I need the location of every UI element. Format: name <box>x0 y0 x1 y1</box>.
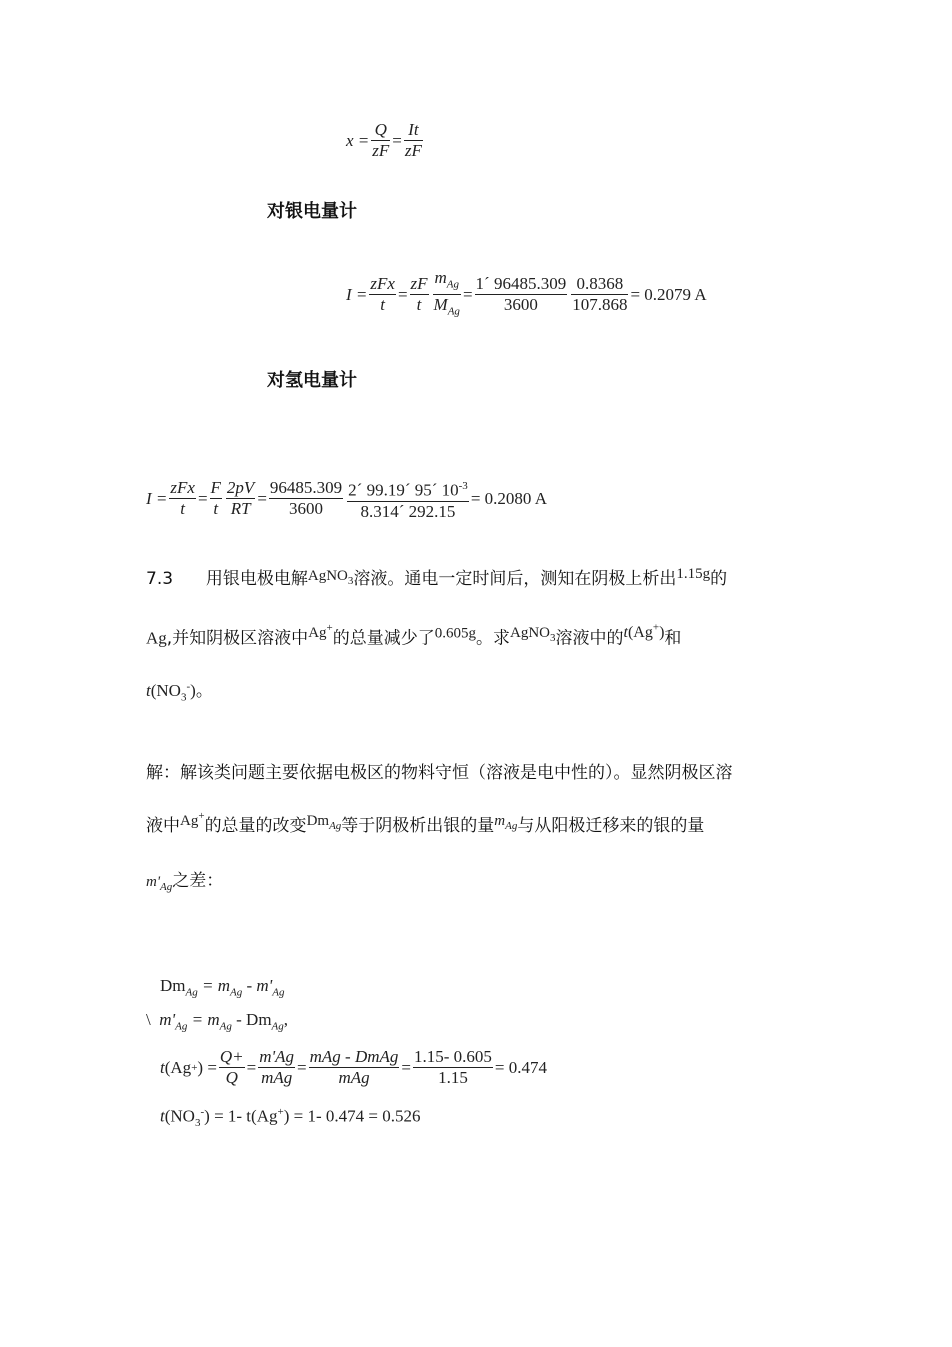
fraction: $\frac{2´ 99.19´ 95´ 10^{-3}}{8.314´ 292.15}$ <box>347 476 469 522</box>
fraction: $\frac{\text{mAg - DmAg}}{\text{mAg}}$ <box>309 1047 399 1087</box>
problem-line-1: 7.3 用银电极电解AgNO$_3$溶液。通电一定时间后，测知在阴极上析出1.15g的 <box>146 566 728 589</box>
solution-line-3: $m'_{Ag}$之差： <box>146 871 224 893</box>
eq-x-lhs: x = <box>346 130 370 150</box>
equation-x: x = $\frac{Q}{zF}$ = $\frac{It}{zF}$ <box>346 120 422 160</box>
fraction: $\frac{2pV}{RT}$ <box>226 478 255 519</box>
fraction: $\frac{Q}{zF}$ <box>372 120 390 160</box>
final-eq-2: \ $m'_{Ag} = m_{Ag} - Dm_{Ag}$, <box>146 1010 289 1033</box>
final-eq-1: $Dm_{Ag} = m_{Ag} - m'_{Ag}$ <box>160 976 285 999</box>
solution-line-2: 液中Ag+的总量的改变$Dm_{Ag}$等于阴极析出银的量$m_{Ag}$与从阳极迁移来的银的量 <box>146 810 705 836</box>
equation-silver: I = $\frac{\text{zFx}}{t}$ = $\frac{zF}{t}$ $\frac{m_{Ag}}{M_{Ag}}$ = $\frac{1´ 96485.309}{3600}$ $\frac{0.8368}{107.868}$ = 0.2079 A <box>346 268 707 322</box>
fraction: $\frac{1´ 96485.309}{3600}$ <box>475 274 567 315</box>
fraction: $\frac{F}{t}$ <box>210 478 221 519</box>
equation-hydrogen: I = $\frac{\text{zFx}}{t}$ = $\frac{F}{t}$ $\frac{2pV}{RT}$ = $\frac{96485.309}{3600}$ $\frac{2´ 99.19´ 95´ 10^{-3}}{8.314´ 292.15}$ = 0.2080 A <box>146 476 547 522</box>
fraction: $\frac{m_{Ag}}{M_{Ag}}$ <box>433 268 460 318</box>
final-eq-3: t ( Ag + ) = $\frac{Q+}{Q}$ = $\frac{m'Ag}{\text{mAg}}$ = $\frac{\text{mAg - DmAg}}{\text{mAg}}$ = $\frac{1.15- 0.605}{1.15}$ = 0.474 <box>160 1047 548 1087</box>
fraction: $\frac{0.8368}{107.868}$ <box>572 274 628 315</box>
problem-line-2: Ag,并知阴极区溶液中Ag+的总量减少了0.605g。求AgNO$_3$溶液中的t(Ag+)和 <box>146 622 682 649</box>
fraction: $\frac{\text{zFx}}{t}$ <box>170 478 195 519</box>
fraction: $\frac{\text{zFx}}{t}$ <box>370 274 395 315</box>
fraction: $\frac{m'Ag}{\text{mAg}}$ <box>259 1047 295 1087</box>
fraction: $\frac{zF}{t}$ <box>410 274 428 315</box>
heading-silver-coulometer: 对银电量计 <box>267 201 357 222</box>
problem-line-3: $t(NO_3^-)$。 <box>146 680 213 704</box>
solution-line-1: 解：解该类问题主要依据电极区的物料守恒（溶液是电中性的）。显然阴极区溶 <box>146 763 733 783</box>
fraction: $\frac{Q+}{Q}$ <box>219 1047 244 1087</box>
problem-number: 7.3 <box>146 569 174 589</box>
final-eq-4: $t(NO_3^-) = 1-$ t(Ag+) = 1- 0.474 = 0.526 <box>160 1106 421 1130</box>
fraction: $\frac{96485.309}{3600}$ <box>269 478 343 519</box>
fraction: $\frac{It}{zF}$ <box>404 120 422 160</box>
fraction: $\frac{1.15- 0.605}{1.15}$ <box>414 1047 492 1087</box>
heading-hydrogen-coulometer: 对氢电量计 <box>267 370 357 391</box>
